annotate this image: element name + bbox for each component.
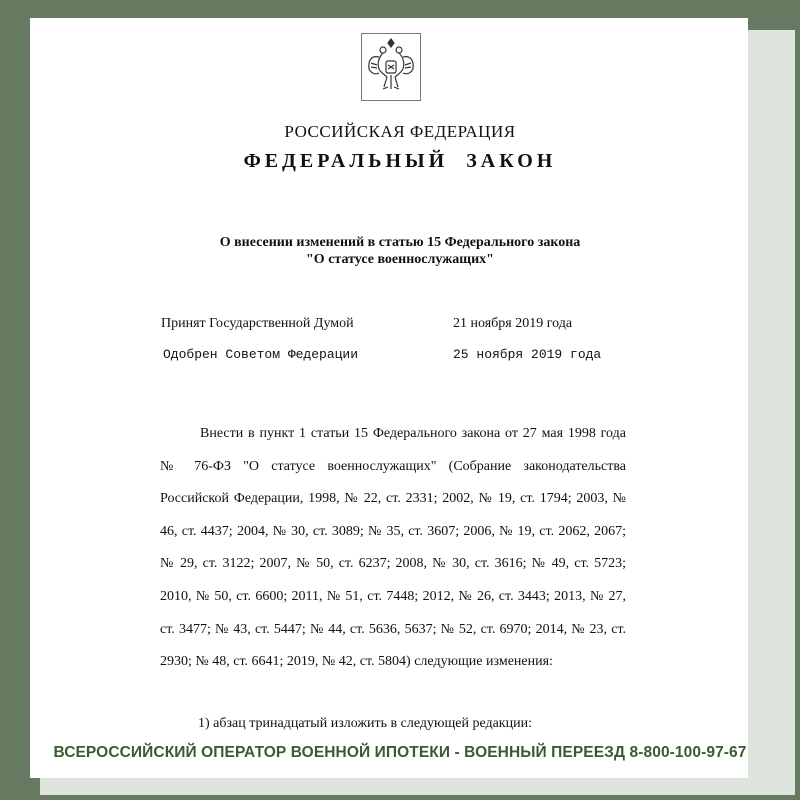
- adopted-label: Принят Государственной Думой: [161, 316, 354, 331]
- document-type-heading: [0, 150, 800, 173]
- body-text: Внести в пункт 1 статьи 15 Федерального закона от 27 мая 1998 года № 76-ФЗ "О статусе военнослужащих" (Собрание законодательства Российской Федерации, 1998, № 22, ст. 2331; 2002, № 19, ст. 1794; 2003, № 46, ст. 4437; 2004, № 30, ст. 3089; № 35, ст. 3607; 2006, № 19, ст. 2062, 2067; № 29, ст. 3122; 2007, № 50, ст. 6237; 2008, № 30, ст. 3616; № 49, ст. 5723; 2010, № 50, ст. 6600; 2011, № 51, ст. 7448; 2012, № 26, ст. 3443; 2013, № 27, ст. 3477; № 43, ст. 5447; № 44, ст. 5636, 5637; № 52, ст. 6970; 2014, № 23, ст. 2930; № 48, ст. 6641; 2019, № 42, ст. 5804) следующие изменения:: [160, 426, 626, 670]
- adopted-date: 21 ноября 2019 года: [453, 316, 573, 331]
- law-subject: [0, 234, 800, 268]
- subject-line-1: О внесении изменений в статью 15 Федерального закона: [219, 235, 581, 250]
- law-word-2: ЗАКОН: [466, 150, 557, 172]
- approved-date: 25 ноября 2019 года: [453, 347, 602, 362]
- approved-label: Одобрен Советом Федерации: [163, 347, 359, 362]
- coat-of-arms-icon: [361, 33, 421, 101]
- body-paragraph: [160, 418, 626, 679]
- country-heading: РОССИЙСКАЯ ФЕДЕРАЦИЯ: [284, 122, 516, 141]
- law-word-1: ФЕДЕРАЛЬНЫЙ: [243, 150, 449, 172]
- list-item-1: 1) абзац тринадцатый изложить в следующей редакции:: [198, 716, 532, 731]
- subject-line-2: "О статусе военнослужащих": [306, 252, 494, 267]
- footer-banner: ВСЕРОССИЙСКИЙ ОПЕРАТОР ВОЕННОЙ ИПОТЕКИ - ВОЕННЫЙ ПЕРЕЕЗД 8-800-100-97-67: [53, 744, 747, 761]
